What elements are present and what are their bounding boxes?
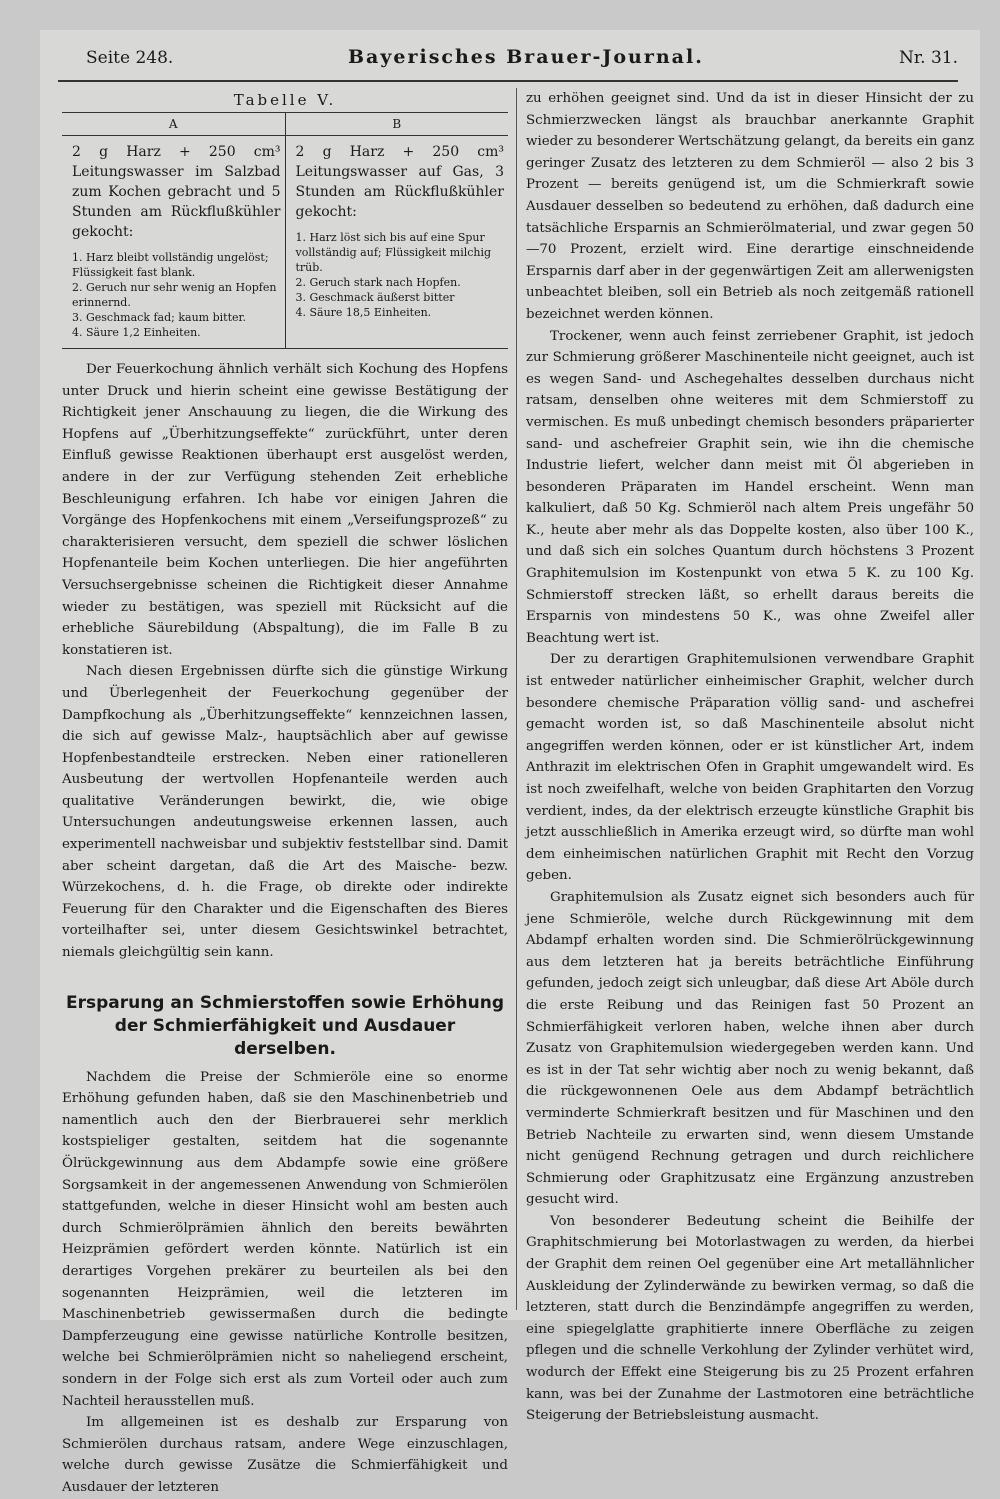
body-paragraph: Nach diesen Ergebnissen dürfte sich die günstige Wirkung und Überlegenheit der Feuerkochung gegenüber der Dampfkochung als „Überhitzungseffekte“ kennzeichnen lassen, die sich auf gewisse Malz-, hauptsächlich aber auf gewisse Hopfenbestandteile erstrecken. Neben einer rationelleren Ausbeutung der wertvollen Hopfenanteile werden auch qualitative Veränderungen bewirkt, die, wie obige Untersuchungen andeutungsweise erkennen lassen, auch experimentell nachweisbar und subjektiv feststellbar sind. Damit aber scheint dargetan, daß die Art des Maische- bezw. Würzekochens, d. h. die Frage, ob direkte oder indirekte Feuerung für den Charakter und die Eigenschaften des Bieres vorteilhafter sei, unter diesem Gesichtswinkel betrachtet, niemals gleichgültig sein kann.	[62, 664, 508, 961]
table-b-result: 2. Geruch stark nach Hopfen.	[295, 276, 461, 289]
table-a-result: 3. Geschmack fad; kaum bitter.	[72, 311, 247, 324]
article-paragraph: Der zu derartigen Graphitemulsionen verwendbare Graphit ist entweder natürlicher einheimischer Graphit, welcher durch besondere chemische Präparation völlig sand- und aschefrei gemacht worden ist, so daß Maschinenteile absolut nicht angegriffen werden können, oder er ist künstlicher Art, indem Anthrazit im elektrischen Ofen in Graphit umgewandelt wird. Es ist noch zweifelhaft, welche von beiden Graphitarten den Vorzug verdient, indes, da der elektrisch erzeugte künstliche Graphit bis jetzt ausschließlich in Amerika erzeugt wird, so dürfte man wohl dem einheimischen natürlichen Graphit mit Recht den Vorzug geben.	[526, 652, 974, 884]
running-head	[58, 44, 958, 74]
table-b-description: 2 g Harz + 250 cm³ Leitungswasser auf Gas, 3 Stunden am Rückflußkühler gekocht:	[295, 144, 504, 220]
table-b-result: 1. Harz löst sich bis auf eine Spur vollständig auf; Flüssigkeit milchig trüb.	[295, 231, 492, 274]
article-title-line: Ersparung an Schmierstoffen sowie Erhöhung	[65, 992, 505, 1013]
article-paragraph: Graphitemulsion als Zusatz eignet sich besonders auch für jene Schmieröle, welche durch Rückgewinnung mit dem Abdampf erhalten worden sind. Die Schmierölrückgewinnung aus dem letzteren hat ja bereits beträchtliche Einführung gefunden, jedoch zeigt sich unleugbar, daß diese Art Aböle durch die erste Reibung und das Reinigen fast 50 Prozent an Schmierfähigkeit verloren haben, welche ihnen aber durch Zusatz von Graphitemulsion wiedergegeben werden kann. Und es ist in der Tat sehr wichtig aber noch zu wenig bekannt, daß die rückgewonnenen Oele aus dem Abdampf beträchtlich verminderte Schmierkraft besitzen und für Maschinen und den Betrieb Nachteile zu erwarten sind, wenn diesem Umstande nicht genügend Rechnung getragen und durch reichlichere Schmierung oder Graphitzusatz eine Ergänzung anzustreben gesucht wird.	[526, 889, 974, 1208]
article-paragraph: zu erhöhen geeignet sind. Und da ist in dieser Hinsicht der zu Schmierzwecken längst als brauchbar anerkannte Graphit wieder zu besonderer Wertschätzung gelangt, da bereits ein ganz geringer Zusatz des letzteren zu dem Schmieröl — also 2 bis 3 Prozent — bereits genügend ist, um die Schmierkraft sowie Ausdauer desselben so bedeutend zu erhöhen, daß dadurch eine tatsächliche Ersparnis an Schmierölmaterial, und zwar gegen 50—70 Prozent, erzielt wird. Eine derartige einschneidende Ersparnis darf aber in der gegenwärtigen Zeit am allerwenigsten unbeachtet bleiben, soll ein Betrieb als noch zeitgemäß rationell bezeichnet werden können.	[526, 91, 974, 322]
page-number: Seite 248.	[86, 48, 174, 68]
table-body	[62, 136, 508, 348]
table-title: Tabelle V.	[233, 91, 337, 109]
journal-title: Bayerisches Brauer-Journal.	[348, 46, 704, 68]
right-column	[526, 88, 974, 1427]
article-paragraph: Im allgemeinen ist es deshalb zur Ersparung von Schmierölen durchaus ratsam, andere Wege einzuschlagen, welche durch gewisse Zusätze die Schmierfähigkeit und Ausdauer der letzteren	[62, 1415, 508, 1495]
column-divider	[516, 88, 517, 1310]
article-title	[62, 992, 508, 1061]
article-title-line: der Schmierfähigkeit und Ausdauer derselben.	[114, 1015, 456, 1059]
table-header-b: B	[392, 117, 402, 131]
header-rule	[58, 80, 958, 82]
table-header-row	[62, 113, 508, 136]
body-paragraph: Der Feuerkochung ähnlich verhält sich Kochung des Hopfens unter Druck und hierin scheint eine gewisse Bestätigung der Richtigkeit jener Anschauung zu liegen, die die Wirkung des Hopfens auf „Überhitzungseffekte“ zurückführt, unter deren Einfluß gewisse Reaktionen überhaupt erst ausgelöst werden, andere in der zur Verfügung stehenden Zeit erhebliche Beschleunigung erfahren. Ich habe vor einigen Jahren die Vorgänge des Hopfenkochens mit einem „Verseifungsprozeß“ zu charakterisieren versucht, dem speziell die schwer löslichen Hopfenanteile beim Kochen unterliegen. Die hier angeführten Versuchsergebnisse scheinen die Richtigkeit dieser Annahme wieder zu bestätigen, was speziell mit Rücksicht auf die erhebliche Säurebildung (Abspaltung), die im Falle B zu konstatieren ist.	[62, 362, 508, 658]
table-a-description: 2 g Harz + 250 cm³ Leitungswasser im Salzbad zum Kochen gebracht und 5 Stunden am Rückflußkühler gekocht:	[72, 144, 281, 240]
table-header-a: A	[62, 113, 286, 135]
table-column-b	[286, 136, 509, 348]
article-paragraph: Nachdem die Preise der Schmieröle eine so enorme Erhöhung gefunden haben, daß sie den Maschinenbetrieb und namentlich auch den der Bierbrauerei sehr merklich kostspieliger gestalten, seitdem hat die sogenannte Ölrückgewinnung aus dem Abdampfe sowie eine größere Sorgsamkeit in der angemessenen Anwendung von Schmierölen stattgefunden, welche in dieser Hinsicht wohl am besten auch durch Schmierölprämien ähnlich den bereits bewährten Heizprämien gefördert werden könnte. Natürlich ist ein derartiges Vorgehen prekärer zu beurteilen als bei den sogenannten Heizprämien, weil die letzteren im Maschinenbetrieb gewissermaßen durch die bedingte Dampferzeugung eine gewisse natürliche Kontrolle besitzen, welche bei Schmierölprämien nicht so naheliegend erscheint, sondern in der Folge sich erst als zum Vorteil oder auch zum Nachteil herausstellen muß.	[62, 1069, 508, 1409]
article-paragraph: Trockener, wenn auch feinst zerriebener Graphit, ist jedoch zur Schmierung größerer Maschinenteile nicht geeignet, auch ist es wegen Sand- und Aschegehaltes desselben durchaus nicht ratsam, denselben ohne weiteres mit dem Schmierstoff zu vermischen. Es muß unbedingt chemisch besonders präparierter sand- und aschefreier Graphit sein, wie ihn die chemische Industrie liefert, welcher dann meist mit Öl abgerieben in besonderen Präparaten im Handel erscheint. Wenn man kalkuliert, daß 50 Kg. Schmieröl nach altem Preis ungefähr 50 K., heute aber mehr als das Doppelte kosten, also über 100 K., und daß sich ein solches Quantum durch höchstens 3 Prozent Graphitemulsion im Kostenpunkt von etwa 5 K. zu 100 Kg. Schmierstoff strecken läßt, so erhellt daraus bereits die Ersparnis von mindestens 50 K., was ohne Zweifel aller Beachtung wert ist.	[526, 328, 974, 646]
table-b-result: 4. Säure 18,5 Einheiten.	[295, 306, 432, 319]
article-paragraph: Von besonderer Bedeutung scheint die Beihilfe der Graphitschmierung bei Motorlastwagen zu werden, da hierbei der Graphit dem reinen Oel gegenüber eine Art metallähnlicher Auskleidung der Zylinderwände zu bewirken vermag, so daß die letzteren, statt durch die Benzindämpfe angegriffen zu werden, eine spiegelglatte graphitierte innere Oberfläche zu zeigen pflegen und die schnelle Verkohlung der Zylinder verhütet wird, wodurch der Effekt eine Steigerung bis zu 25 Prozent erfahren kann, was bei der Zunahme der Lastmotoren eine beträchtliche Steigerung der Betriebsleistung ausmacht.	[526, 1213, 974, 1424]
table-a-result: 4. Säure 1,2 Einheiten.	[72, 326, 201, 339]
table-column-a	[62, 136, 286, 348]
issue-number: Nr. 31.	[899, 48, 958, 68]
table-b-result: 3. Geschmack äußerst bitter	[295, 291, 455, 304]
table-a-result: 1. Harz bleibt vollständig ungelöst; Flüssigkeit fast blank.	[72, 251, 269, 279]
left-column	[62, 88, 508, 1499]
table-v	[62, 112, 508, 349]
table-a-result: 2. Geruch nur sehr wenig an Hopfen erinnernd.	[72, 281, 277, 309]
